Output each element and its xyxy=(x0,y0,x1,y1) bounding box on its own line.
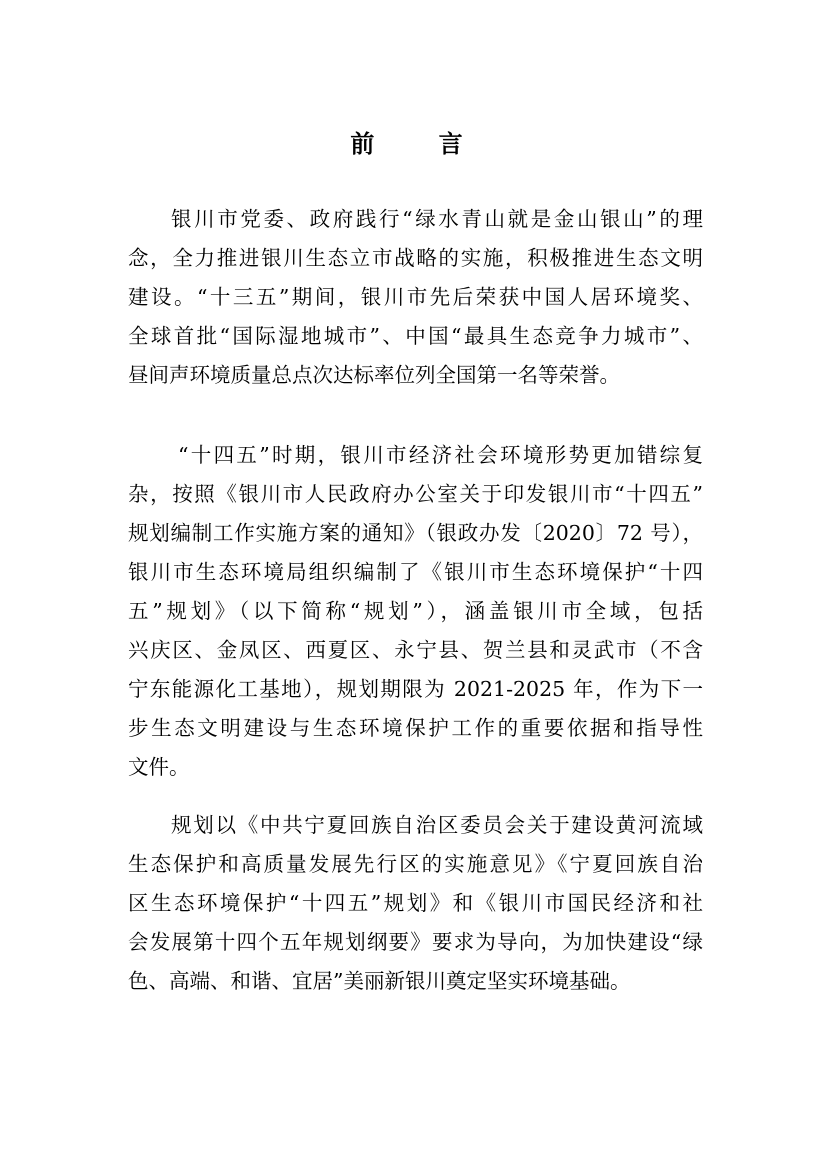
paragraph-2-line-9: 文件。 xyxy=(128,755,190,779)
paragraph-2-line-5: 五”规划》（以下简称“规划”），涵盖银川市全域，包括 xyxy=(128,599,703,623)
paragraph-1-line-2: 念，全力推进银川生态立市战略的实施，积极推进生态文明 xyxy=(128,246,703,270)
paragraph-2-line-3: 规划编制工作实施方案的通知》（银政办发〔2020〕72 号）， xyxy=(128,521,703,545)
paragraph-2-line-1: “十四五”时期，银川市经济社会环境形势更加错综复 xyxy=(178,443,703,467)
paragraph-3-line-3: 区生态环境保护“十四五”规划》和《银川市国民经济和社 xyxy=(128,891,703,915)
paragraph-1-line-1: 银川市党委、政府践行“绿水青山就是金山银山”的理 xyxy=(171,207,703,231)
page-title: 前 言 xyxy=(350,129,491,158)
paragraph-1-line-5: 昼间声环境质量总点次达标率位列全国第一名等荣誉。 xyxy=(128,363,620,387)
paragraph-2-line-8: 步生态文明建设与生态环境保护工作的重要依据和指导性 xyxy=(128,716,703,740)
paragraph-2-line-6: 兴庆区、金凤区、西夏区、永宁县、贺兰县和灵武市（不含 xyxy=(128,638,703,662)
paragraph-1-line-4: 全球首批“国际湿地城市”、中国“最具生态竞争力城市”、 xyxy=(128,324,703,348)
paragraph-3-line-5: 色、高端、和谐、宜居”美丽新银川奠定坚实环境基础。 xyxy=(128,969,631,993)
paragraph-2-line-2: 杂，按照《银川市人民政府办公室关于印发银川市“十四五” xyxy=(128,482,703,506)
paragraph-1-line-3: 建设。“十三五”期间，银川市先后荣获中国人居环境奖、 xyxy=(128,285,703,309)
paragraph-2-line-7: 宁东能源化工基地），规划期限为 2021-2025 年，作为下一 xyxy=(128,677,703,701)
paragraph-2-line-4: 银川市生态环境局组织编制了《银川市生态环境保护“十四 xyxy=(128,560,703,584)
paragraph-3-line-2: 生态保护和高质量发展先行区的实施意见》《宁夏回族自治 xyxy=(128,852,703,876)
paragraph-3-line-4: 会发展第十四个五年规划纲要》要求为导向，为加快建设“绿 xyxy=(128,930,703,954)
paragraph-3-line-1: 规划以《中共宁夏回族自治区委员会关于建设黄河流域 xyxy=(171,813,703,837)
